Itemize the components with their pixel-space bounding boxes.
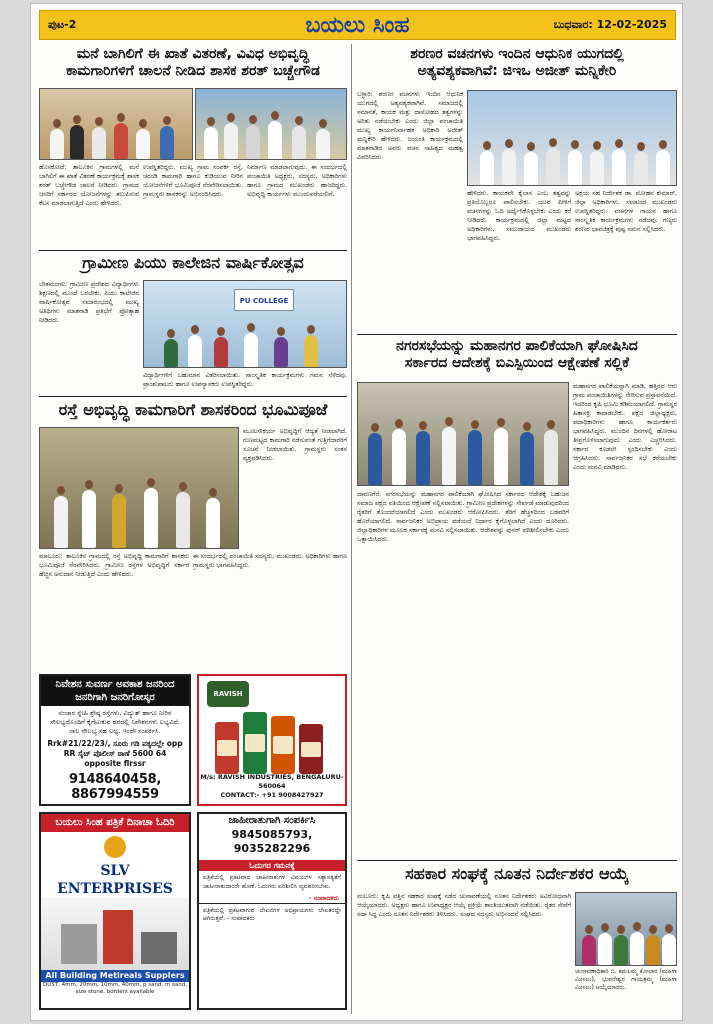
- masthead: [39, 10, 676, 40]
- ravish-logo: RAVISH: [207, 681, 249, 707]
- slv-enterprises-advertisement: [39, 812, 191, 1010]
- ad-subtitle: All Building Metireals Supplers: [41, 970, 189, 982]
- article-2-text-col-2: ಹೇಳಿದರು. ಕಾಯಕವೇ ಕೈಲಾಸ ಎಂಬ ತತ್ವವನ್ನು ಪ್ರತಿಯೊಬ್ಬರೂ ಪಾಲಿಸಬೇಕು. ಯುವ ಪೀಳಿಗೆ ವಚನಗಳನ್ನು ಓದಿ ಅರ್ಥೈಸಿಕೊಳ್ಳಬೇಕು ಎಂದು ಕರೆ ನೀಡಿದರು. ಕಾರ್ಯಕ್ರಮದಲ್ಲಿ ಜಿಲ್ಲಾ ಮಟ್ಟದ ಅಧಿಕಾರಿಗಳು, ಸಮುದಾಯದ ಮುಖಂಡರು ಭಾಗವಹಿಸಿದ್ದರು.: [467, 190, 571, 242]
- article-3-text-col-2: ವಿದ್ಯಾರ್ಥಿಗಳಿಗೆ ಬಹುಮಾನ ವಿತರಿಸಲಾಯಿತು. ಸಾಂಸ್ಕೃತಿಕ ಕಾರ್ಯಕ್ರಮಗಳು ಗಮನ ಸೆಳೆದವು. ಪ್ರಾಂಶುಪಾಲರು ಹಾಗೂ ಉಪನ್ಯಾಸಕರು ಉಪಸ್ಥಿತರಿದ್ದರು.: [143, 372, 347, 388]
- newspaper-page: [30, 3, 683, 1021]
- article-2-headline: [357, 46, 677, 86]
- product-jar-icon: [271, 716, 295, 774]
- ad-contact: [199, 773, 345, 800]
- article-2-text-col-1: ಬಳ್ಳಾರಿ: ಶರಣರ ವಚನಗಳು ಇಂದಿನ ಆಧುನಿಕ ಯುಗದಲ್ಲಿ ಅತ್ಯವಶ್ಯಕವಾಗಿವೆ. ಸಮಾಜದಲ್ಲಿ ಸಮಾನತೆ, ಕಾಯಕ ಮತ್ತು ದಾಸೋಹದ ತತ್ವಗಳನ್ನು ಅರಿತು ನಡೆಯಬೇಕು ಎಂದು ಜಿಲ್ಲಾ ಪಂಚಾಯಿತಿ ಮುಖ್ಯ ಕಾರ್ಯನಿರ್ವಾಹಕ ಅಧಿಕಾರಿ ಅಜೀತ್ ಮನ್ನಿಕೇರಿ ಹೇಳಿದರು. ಜಯಂತಿ ಕಾರ್ಯಕ್ರಮದಲ್ಲಿ ಮಾತನಾಡಿದ ಅವರು ವಚನ ಸಾಹಿತ್ಯದ ಮಹತ್ವ ವಿವರಿಸಿದರು.: [357, 91, 463, 161]
- ad-phone: 9148640458, 8867994559: [68, 772, 162, 802]
- ad-title: ಜಾಹೀರಾತುಗಾಗಿ ಸಂಪರ್ಕಿಸಿ: [228, 815, 316, 826]
- article-1-text-col-2: ಉಪಸ್ಥಿತರಿದ್ದರು. ಮುಖ್ಯ ಗ್ರಾಮ ಸಂಪರ್ಕ ರಸ್ತೆ, ಚರಂಡಿ ಕಾಮಗಾರಿ ಹಾಗೂ ಕುಡಿಯುವ ನೀರಿನ ಯೋಜನೆಗಳಿಗೆ ಭೂಮಿಪೂಜೆ ನೆರವೇರಿಸಲಾಯಿತು. ಗ್ರಾಮಸ್ಥರು ಶಾಸಕರನ್ನು ಅಭಿನಂದಿಸಿದರು.: [143, 164, 243, 198]
- article-2-photo: [467, 90, 677, 186]
- article-5-text-col-1: ದಾವಣಗೆರೆ: ನಗರಸಭೆಯನ್ನು ಮಹಾನಗರ ಪಾಲಿಕೆಯಾಗಿ ಘೋಷಿಸಿದ ಸರ್ಕಾರದ ಆದೇಶಕ್ಕೆ ಬಹುಜನ ಸಮಾಜ ಪಕ್ಷದ ವತಿಯಿಂದ ಆಕ್ಷೇಪಣೆ ಸಲ್ಲಿಸಲಾಯಿತು. ಗ್ರಾಮೀಣ ಪ್ರದೇಶಗಳನ್ನು ಸೇರ್ಪಡೆ ಮಾಡುವುದರಿಂದ ರೈತರಿಗೆ ತೊಂದರೆಯಾಗಲಿದೆ ಎಂದು ಮುಖಂಡರು ಆರೋಪಿಸಿದರು. ತೆರಿಗೆ ಹೆಚ್ಚಳದಿಂದ ಬಡವರಿಗೆ ಹೊರೆಯಾಗಲಿದೆ. ಸಾರ್ವಜನಿಕರ ಅಭಿಪ್ರಾಯ ಪಡೆಯದೆ ನಿರ್ಧಾರ ಕೈಗೊಳ್ಳಲಾಗಿದೆ ಎಂದು ದೂರಿದರು. ಜಿಲ್ಲಾಧಿಕಾರಿಗಳ ಮೂಲಕ ಸರ್ಕಾರಕ್ಕೆ ಮನವಿ ಸಲ್ಲಿಸಲಾಯಿತು. ಆದೇಶವನ್ನು ಪುನರ್ ಪರಿಶೀಲಿಸಬೇಕು ಎಂದು ಒತ್ತಾಯಿಸಿದರು.: [357, 491, 569, 543]
- headline-line: ಮನೆ ಬಾಗಿಲಿಗೆ ಈ ಖಾತೆ ವಿತರಣೆ, ವಿವಿಧ ಅಭಿವೃದ್ಧಿ: [76, 46, 310, 62]
- product-jar-icon: [243, 712, 267, 774]
- article-5-photo: [357, 382, 569, 486]
- ad-body: ಸಂಚಾರ ಸ್ನೇಹಿ ಶ್ರೇಷ್ಠ ರಸ್ತೆಗಳು, ವಿದ್ಯುತ್ ಹಾಗೂ ನೀರಿನ ಸೌಲಭ್ಯದೊಂದಿಗೆ ಕೈಗೆಟುಕುವ ದರದಲ್ಲಿ ನಿವೇಶನಗಳು ಲಭ್ಯವಿದೆ. ಸಾಲ ಸೌಲಭ್ಯ ಸಹ ಲಭ್ಯ. ಇಂದೇ ಸಂಪರ್ಕಿಸಿ.: [50, 709, 180, 735]
- editorial-note: ಪತ್ರಿಕೆಯಲ್ಲಿ ಪ್ರಕಟವಾಗುವ ಲೇಖನಗಳ ಅಭಿಪ್ರಾಯಗಳು ಲೇಖಕರದ್ದೇ ಆಗಿರುತ್ತವೆ. - ಸಂಪಾದಕರು: [199, 903, 345, 926]
- headline-line: ಕಾಮಗಾರಿಗಳಿಗೆ ಚಾಲನೆ ನೀಡಿದ ಶಾಸಕ ಶರತ್ ಬಚ್ಚೇಗೌಡ: [66, 63, 320, 80]
- plots-advertisement: [39, 674, 191, 806]
- article-5-text-col-2: ಮಹಾನಗರ ಪಾಲಿಕೆಯನ್ನಾಗಿ ಮಾಡಿ, ಹತ್ತಿರದ ಆರು ಗ್ರಾಮ ಪಂಚಾಯಿತಿಗಳನ್ನು ಸೇರಿಸುವ ಪ್ರಸ್ತಾವನೆಯಿದೆ. ಇದರಿಂದ ಕೃಷಿ ಭೂಮಿ ಕಡಿಮೆಯಾಗಲಿದೆ. ಗ್ರಾಮಸ್ಥರ ಹಿತಾಸಕ್ತಿ ಕಾಪಾಡಬೇಕು. ಪಕ್ಷದ ಜಿಲ್ಲಾಧ್ಯಕ್ಷರು, ಪದಾಧಿಕಾರಿಗಳು ಹಾಗೂ ಕಾರ್ಯಕರ್ತರು ಭಾಗವಹಿಸಿದ್ದರು. ಮುಂದಿನ ದಿನಗಳಲ್ಲಿ ಹೋರಾಟ ತೀವ್ರಗೊಳಿಸಲಾಗುವುದು ಎಂದು ಎಚ್ಚರಿಸಿದರು. ಸರ್ಕಾರ ಕೂಡಲೇ ಸ್ಪಂದಿಸಬೇಕು ಎಂದು ಆಗ್ರಹಿಸಿದರು. ಸಾರ್ವಜನಿಕರ ಸಭೆ ಕರೆಯಬೇಕು ಎಂದು ಮನವಿ ಮಾಡಿದರು.: [573, 383, 677, 471]
- ad-brand: SLV ENTERPRISES: [57, 863, 173, 897]
- advertise-contact-box: [197, 812, 347, 1010]
- article-4-headline: ರಸ್ತೆ ಅಭಿವೃದ್ಧಿ ಕಾಮಗಾರಿಗೆ ಶಾಸಕರಿಂದ ಭೂಮಿಪೂಜೆ: [58, 400, 328, 419]
- headline-line: ನಗರಸಭೆಯನ್ನು ಮಹಾನಗರ ಪಾಲಿಕೆಯಾಗಿ ಘೋಷಿಸಿದ: [396, 338, 638, 354]
- ad-title: ನಿವೇಶನ ಸುವರ್ಣ ಅವಕಾಶ ಜನರಿಂದ ಜನರಿಗಾಗಿ ಜನರಿಗೋಸ್ಕರ: [41, 676, 189, 706]
- divider: [39, 250, 347, 251]
- paper-name: ಬಯಲು ಸಿಂಹ: [305, 12, 410, 38]
- ad-address: M/s: RAVISH INDUSTRIES, BENGALURU-560064: [200, 773, 344, 790]
- article-3-headline: ಗ್ರಾಮೀಣ ಪಿಯು ಕಾಲೇಜಿನ ವಾರ್ಷಿಕೋತ್ಸವ: [82, 253, 304, 272]
- ad-phone: 9845085793, 9035282296: [231, 828, 313, 855]
- article-6-text: ಮಲೂರು: ಕೃಷಿ ಪತ್ತಿನ ಸಹಕಾರ ಸಂಘಕ್ಕೆ ನಡೆದ ಚುನಾವಣೆಯಲ್ಲಿ ನೂತನ ನಿರ್ದೇಶಕರು ಅವಿರೋಧವಾಗಿ ಆಯ್ಕೆಯಾದರು. ಅಧ್ಯಕ್ಷರು ಹಾಗೂ ಉಪಾಧ್ಯಕ್ಷರ ಆಯ್ಕೆ ಪ್ರಕ್ರಿಯೆ ಶಾಂತಿಯುತವಾಗಿ ನಡೆಯಿತು. ರೈತರ ಸೇವೆಗೆ ಸದಾ ಸಿದ್ಧ ಎಂದು ನೂತನ ನಿರ್ದೇಶಕರು ತಿಳಿಸಿದರು. ಸಂಘದ ಸದಸ್ಯರು ಅಭಿನಂದನೆ ಸಲ್ಲಿಸಿದರು.: [357, 893, 571, 918]
- ad-details: DUST, 4mm, 20mm, 10mm, 40mm, p sand, m sand, size stone, borders available: [43, 982, 187, 995]
- article-6-photo: [575, 892, 677, 966]
- ad-logos: [41, 832, 189, 862]
- article-6-caption: ಚುನಾವಣಾಧಿಕಾರಿ ಬಿ. ಕಮಲಮ್ಮ ಕೋಲಾರ (ಮಹಿಳಾ ಮೀಸಲು), ಭುವನೇಶ್ವರ ಗಾಯತ್ರಮ್ಮ (ಮಹಿಳಾ ಮೀಸಲು) ಆಯ್ಕೆಯಾದರು.: [575, 968, 677, 991]
- article-4-text-col-2: ಮೂಲಸೌಕರ್ಯ ಅಭಿವೃದ್ಧಿಗೆ ಆದ್ಯತೆ ನೀಡಲಾಗಿದೆ. ಗುಣಮಟ್ಟದ ಕಾಮಗಾರಿ ನಡೆಸುವಂತೆ ಗುತ್ತಿಗೆದಾರರಿಗೆ ಸೂಚನೆ ನೀಡಲಾಯಿತು. ಗ್ರಾಮಸ್ಥರು ಸಂತಸ ವ್ಯಕ್ತಪಡಿಸಿದರು.: [243, 428, 347, 462]
- article-1-text-col-1: ಹೊಸಕೋಟೆ: ತಾಲೂಕಿನ ಗ್ರಾಮಗಳಲ್ಲಿ ಮನೆ ಬಾಗಿಲಿಗೆ ಈ ಖಾತೆ ವಿತರಣೆ ಕಾರ್ಯಕ್ರಮಕ್ಕೆ ಶಾಸಕ ಶರತ್ ಬಚ್ಚೇಗೌಡ ಚಾಲನೆ ನೀಡಿದರು. ಗ್ರಾಮದ ಜನರಿಗೆ ಸರ್ಕಾರದ ಯೋಜನೆಗಳನ್ನು ತಲುಪಿಸುವ ಕೆಲಸ ಮಾಡಲಾಗುತ್ತಿದೆ ಎಂದು ಹೇಳಿದರು.: [39, 164, 139, 207]
- om-logo-icon: [104, 836, 126, 858]
- article-4-photo: [39, 427, 239, 549]
- notice-signature: - ಸಂಪಾದಕರು: [308, 894, 339, 902]
- article-4-text-col-1: ಮಾಲೂರು: ತಾಲೂಕಿನ ಗ್ರಾಮದಲ್ಲಿ ರಸ್ತೆ ಅಭಿವೃದ್ಧಿ ಕಾಮಗಾರಿಗೆ ಶಾಸಕರು ಭೂಮಿಪೂಜೆ ನೆರವೇರಿಸಿದರು. ಗ್ರಾಮೀಣ ರಸ್ತೆಗಳ ಅಭಿವೃದ್ಧಿಗೆ ಸರ್ಕಾರ ಹೆಚ್ಚಿನ ಅನುದಾನ ನೀಡುತ್ತಿದೆ ಎಂದು ಹೇಳಿದರು.: [39, 553, 189, 578]
- article-1-photo-left: [39, 88, 193, 160]
- article-6-headline: ಸಹಕಾರ ಸಂಘಕ್ಕೆ ನೂತನ ನಿರ್ದೇಶಕರ ಆಯ್ಕೆ: [405, 864, 629, 883]
- headline-line: ಸರ್ಕಾರದ ಆದೇಶಕ್ಕೆ ಬಿಎಸ್ಪಿಯಿಂದ ಆಕ್ಷೇಪಣೆ ಸಲ್ಲಿಕೆ: [404, 355, 630, 372]
- ad-phone: CONTACT:- +91 9008427927: [220, 791, 324, 799]
- product-jar-icon: [215, 722, 239, 774]
- ad-banner: ಬಯಲು ಸಿಂಹ ಪತ್ರಿಕೆ ದಿನಾಚಾ ಓದಿರಿ: [41, 814, 189, 832]
- divider: [357, 334, 677, 335]
- product-jar-icon: [299, 724, 323, 774]
- column-divider: [351, 44, 352, 1014]
- notice-banner: ಓದುಗರ ಗಮನಕ್ಕೆ: [199, 860, 345, 871]
- divider: [39, 396, 347, 397]
- article-1-headline: [39, 46, 347, 86]
- building-illustration: [41, 898, 189, 970]
- notice-body: ಪತ್ರಿಕೆಯಲ್ಲಿ ಪ್ರಕಟವಾದ ಜಾಹೀರಾತುಗಳ ವಿಷಯಗಳ ಸತ್ಯಾಸತ್ಯತೆಗೆ ಜಾಹೀರಾತುದಾರರೇ ಹೊಣೆ. ಓದುಗರು ಪರಿಶೀಲಿಸಿ ವ್ಯವಹರಿಸಬೇಕು.: [203, 874, 341, 890]
- article-4-text-col-3: ಈ ಸಂದರ್ಭದಲ್ಲಿ ಪಂಚಾಯಿತಿ ಸದಸ್ಯರು, ಮುಖಂಡರು, ಅಧಿಕಾರಿಗಳು ಹಾಗೂ ಗ್ರಾಮಸ್ಥರು ಭಾಗವಹಿಸಿದ್ದರು.: [193, 553, 347, 569]
- page-label: ಪುಟ-2: [48, 18, 77, 31]
- article-3-text-col-1: ಬೇತಮಂಗಲ: ಗ್ರಾಮೀಣ ಪ್ರದೇಶದ ವಿದ್ಯಾರ್ಥಿಗಳು ಶಿಕ್ಷಣದಲ್ಲಿ ಮುಂದೆ ಬರಬೇಕು. ಪಿಯು ಕಾಲೇಜಿನ ವಾರ್ಷಿಕೋತ್ಸವ ಸಮಾರಂಭದಲ್ಲಿ ಮುಖ್ಯ ಅತಿಥಿಗಳು ಮಾತನಾಡಿ ಪ್ರತಿಭೆಗೆ ಪ್ರೋತ್ಸಾಹ ನೀಡಿದರು.: [39, 281, 139, 324]
- article-1-text-col-3: ನಿರ್ಮಾಣ ಮಾಡಲಾಗುವುದು. ಈ ಸಂದರ್ಭದಲ್ಲಿ ಪಂಚಾಯಿತಿ ಅಧ್ಯಕ್ಷರು, ಸದಸ್ಯರು, ಅಧಿಕಾರಿಗಳು ಹಾಗೂ ಗ್ರಾಮದ ಮುಖಂಡರು ಹಾಜರಿದ್ದರು. ಅಭಿವೃದ್ಧಿ ಕಾರ್ಯಗಳು ಮುಂದುವರೆಯಲಿವೆ.: [247, 164, 347, 198]
- article-1-photo-right: [195, 88, 347, 160]
- divider: [357, 860, 677, 861]
- headline-line: ಅತ್ಯವಶ್ಯಕವಾಗಿವೆ: ಜಿಇಒ ಅಜೀತ್ ಮನ್ನಿಕೇರಿ: [417, 63, 617, 80]
- article-3-photo: PU COLLEGE: [143, 280, 347, 368]
- ad-address: Rrk#21/22/23/, ಸೂರು ಗಡಿ ಪಕ್ಕದಲ್ಲೇ opp RR ಸೈಟ್ ಪೊಲೀಸ್ ಠಾಣೆ 5600 64 opposite flrssr: [47, 739, 183, 768]
- headline-line: ಶರಣರ ವಚನಗಳು ಇಂದಿನ ಆಧುನಿಕ ಯುಗದಲ್ಲಿ: [410, 46, 624, 62]
- date-label: ಬುಧವಾರ: 12-02-2025: [553, 18, 667, 31]
- article-2-text-col-3: ಅಕ್ಷಯ ಸಹ ನಿರ್ದೇಶಕ ಡಾ. ಮೋಹನ ಕುಮಾರ್, ಜಿಲ್ಲಾ ಅಧಿಕಾರಿಗಳು, ಸಮಾಜದ ಮುಖಂಡರು ಉಪಸ್ಥಿತರಿದ್ದರು. ವಚನಗಳ ಗಾಯನ ಹಾಗೂ ಸಾಂಸ್ಕೃತಿಕ ಕಾರ್ಯಕ್ರಮಗಳು ನಡೆದವು. ಗಣ್ಯರು ಶರಣರ ಭಾವಚಿತ್ರಕ್ಕೆ ಪುಷ್ಪ ನಮನ ಸಲ್ಲಿಸಿದರು.: [575, 190, 677, 233]
- ravish-industries-advertisement: [197, 674, 347, 806]
- article-5-headline: [357, 338, 677, 378]
